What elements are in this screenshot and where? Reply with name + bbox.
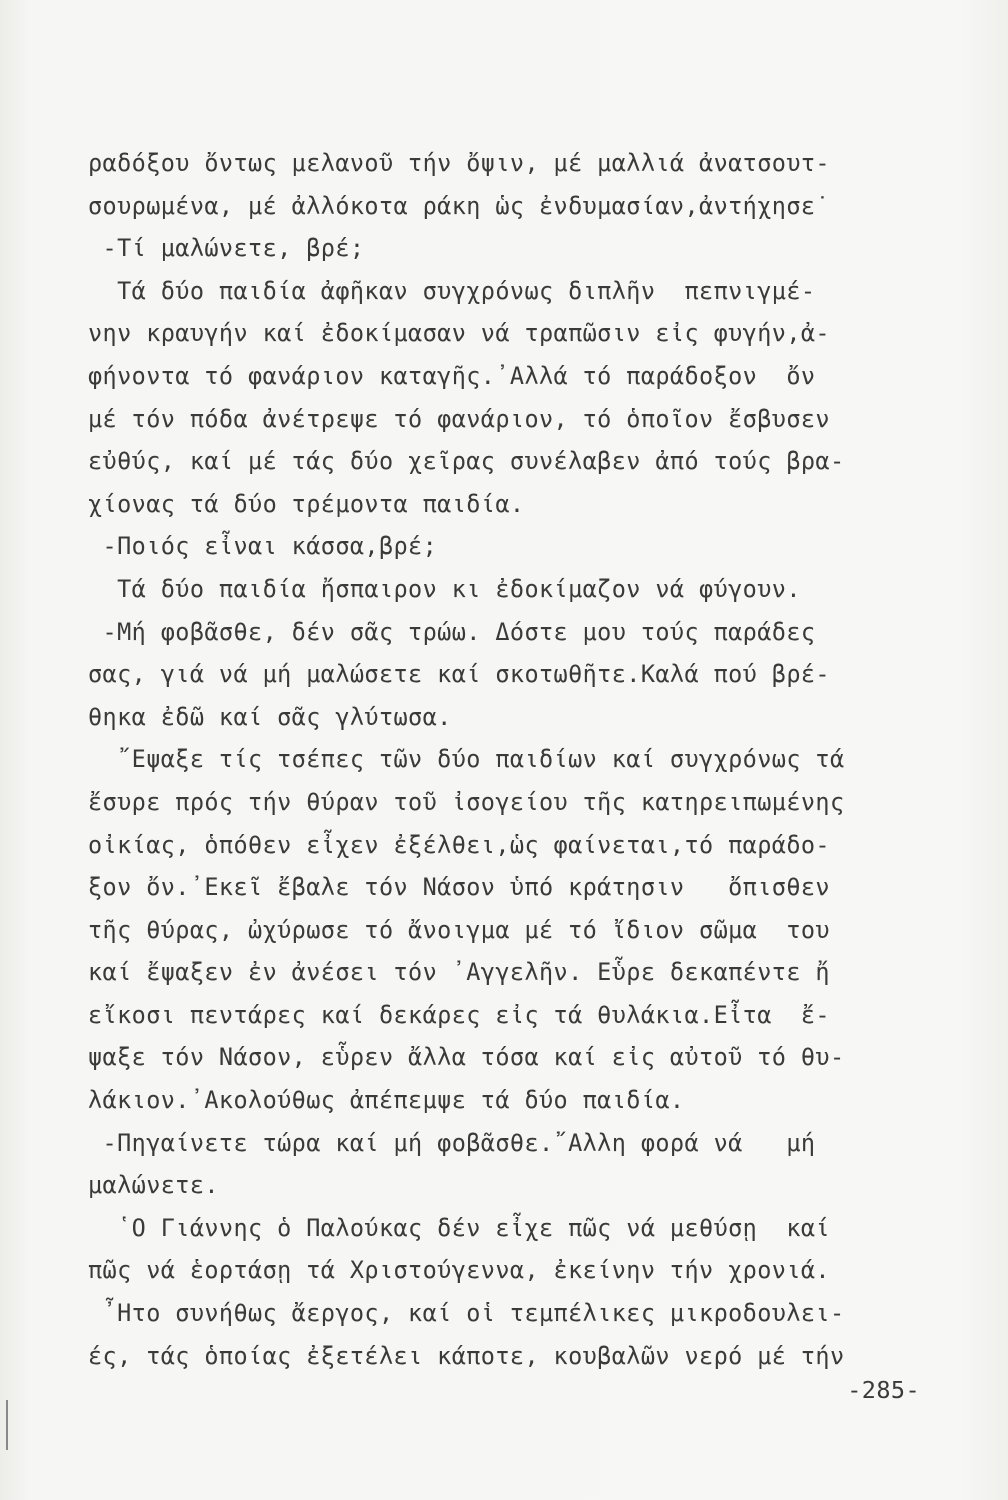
text-line: ῾Ο Γιάννης ὁ Παλούκας δέν εἶχε πῶς νά μεθύσῃ καί (88, 1213, 830, 1242)
text-line: μέ τόν πόδα ἀνέτρεψε τό φανάριον, τό ὁποῖον ἔσβυσεν (88, 404, 830, 433)
text-line: χίονας τά δύο τρέμοντα παιδία. (88, 489, 525, 518)
binding-edge-mark (6, 1400, 8, 1450)
text-line: ῏Ητο συνήθως ἄεργος, καί οἱ τεμπέλικες μικροδουλει- (88, 1299, 845, 1328)
text-line: πῶς νά ἑορτάσῃ τά Χριστούγεννα, ἐκείνην τήν χρονιά. (88, 1256, 830, 1285)
text-line: ές, τάς ὁποίας ἐξετέλει κάποτε, κουβαλῶν νερό μέ τήν (88, 1341, 845, 1370)
text-line: ξον ὄν.᾿Εκεῖ ἔβαλε τόν Νάσον ὑπό κράτησιν ὄπισθεν (88, 873, 830, 902)
text-line: -Μή φοβᾶσθε, δέν σᾶς τρώω. Δόστε μου τούς παράδες (88, 617, 816, 646)
text-line: νην κραυγήν καί ἐδοκίμασαν νά τραπῶσιν εἰς φυγήν,ἀ- (88, 319, 830, 348)
text-line: τῆς θύρας, ὠχύρωσε τό ἄνοιγμα μέ τό ἴδιον σῶμα του (88, 915, 830, 944)
text-line: ψαξε τόν Νάσον, εὗρεν ἄλλα τόσα καί εἰς αὐτοῦ τό θυ- (88, 1043, 845, 1072)
text-line: ἔσυρε πρός τήν θύραν τοῦ ἰσογείου τῆς κατηρειπωμένης (88, 787, 845, 816)
text-line: -Πηγαίνετε τώρα καί μή φοβᾶσθε.῎Αλλη φορά νά μή (88, 1128, 816, 1157)
text-line: καί ἔψαξεν ἐν ἀνέσει τόν ᾿Αγγελῆν. Εὗρε δεκαπέντε ἤ (88, 958, 830, 987)
text-line: ῎Εψαξε τίς τσέπες τῶν δύο παιδίων καί συγχρόνως τά (88, 745, 845, 774)
text-line: σας, γιά νά μή μαλώσετε καί σκοτωθῆτε.Καλά πού βρέ- (88, 660, 830, 689)
text-line: Τά δύο παιδία ἀφῆκαν συγχρόνως διπλῆν πεπνιγμέ- (88, 276, 816, 305)
text-line: σουρωμένα, μέ ἀλλόκοτα ράκη ὡς ἐνδυμασίαν,ἀντήχησε˙ (88, 191, 830, 220)
text-line: ραδόξου ὄντως μελανοῦ τήν ὄψιν, μέ μαλλιά ἀνατσουτ- (88, 149, 830, 177)
text-line: θηκα ἐδῶ καί σᾶς γλύτωσα. (88, 702, 452, 731)
text-line: εἴκοσι πεντάρες καί δεκάρες εἰς τά θυλάκια.Εἶτα ἔ- (88, 1000, 830, 1029)
text-line: λάκιον.᾿Ακολούθως ἀπέπεμψε τά δύο παιδία. (88, 1086, 685, 1115)
page-number: -285- (847, 1376, 920, 1404)
text-line: μαλώνετε. (88, 1171, 219, 1200)
body-text (88, 142, 918, 1377)
text-line: οἰκίας, ὁπόθεν εἶχεν ἐξέλθει,ὡς φαίνεται,τό παράδο- (88, 830, 830, 859)
text-line: -Ποιός εἶναι κάσσα,βρέ; (88, 532, 438, 561)
text-line: φήνοντα τό φανάριον καταγῆς.᾿Αλλά τό παράδοξον ὄν (88, 361, 816, 390)
text-line: εὐθύς, καί μέ τάς δύο χεῖρας συνέλαβεν ἀπό τούς βρα- (88, 447, 845, 476)
text-line: -Τί μαλώνετε, βρέ; (88, 234, 365, 263)
text-line: Τά δύο παιδία ἤσπαιρον κι ἐδοκίμαζον νά φύγουν. (88, 574, 801, 603)
